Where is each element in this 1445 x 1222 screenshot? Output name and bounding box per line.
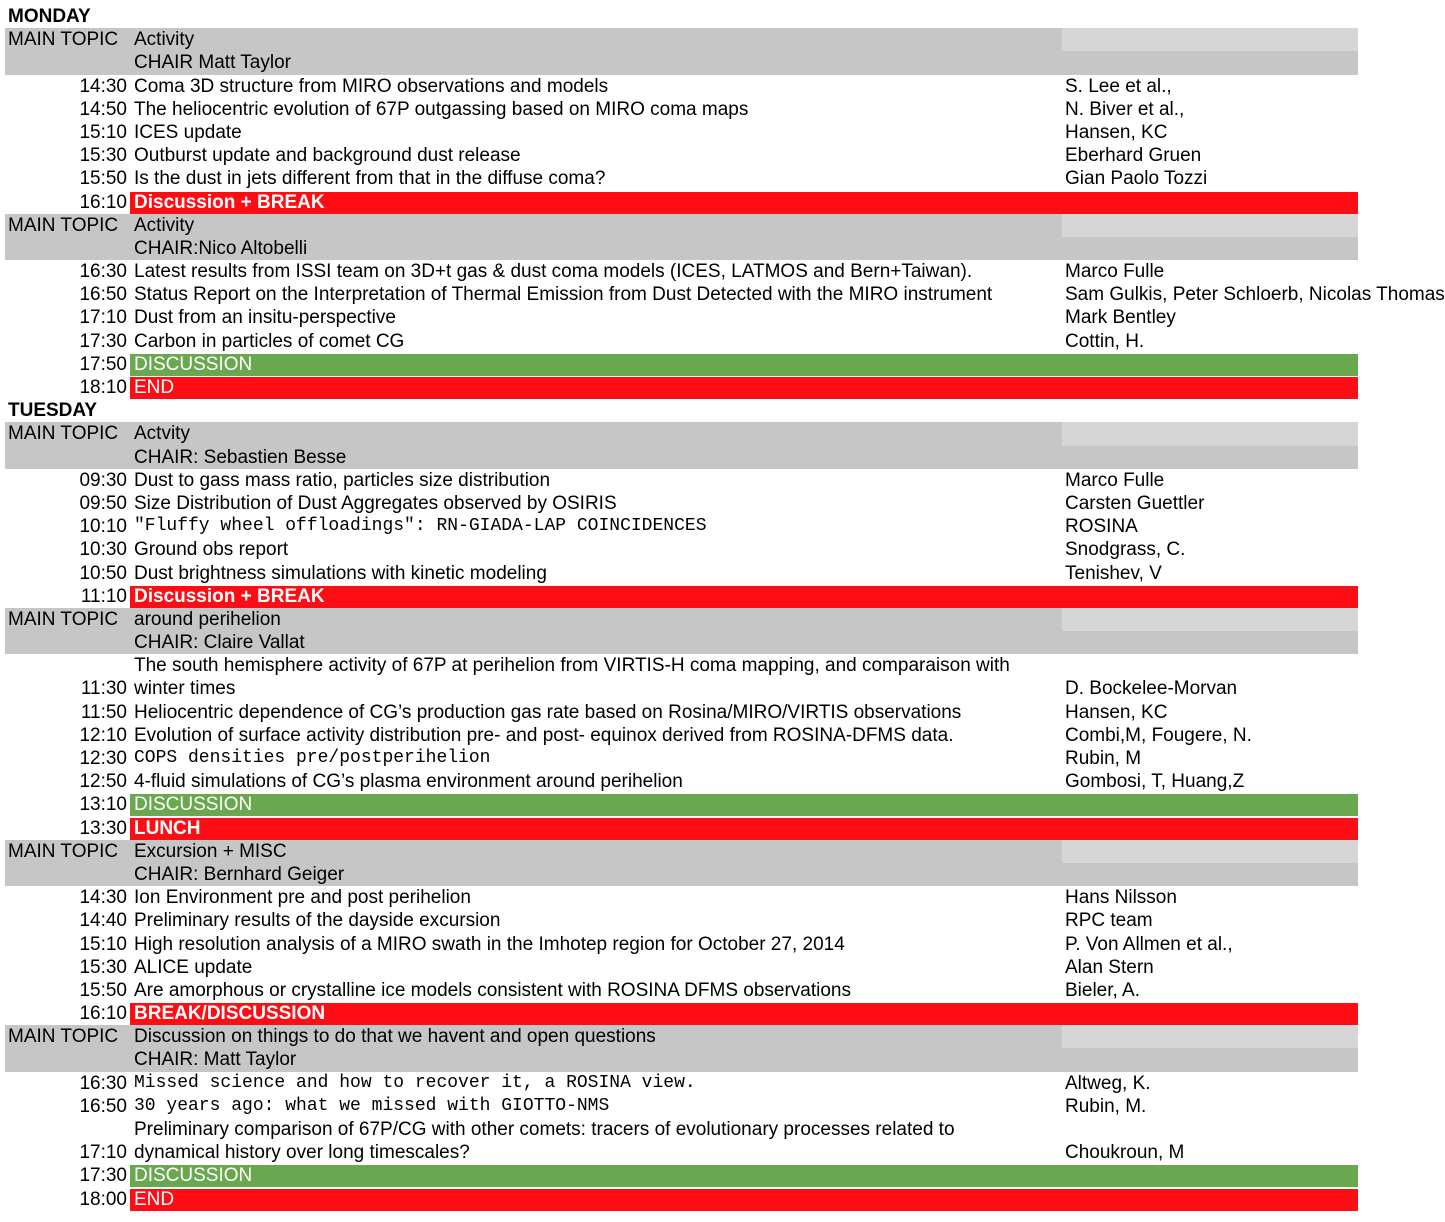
topic-band-right bbox=[1062, 28, 1358, 51]
session-time: 16:10 bbox=[79, 1003, 127, 1025]
talk-row bbox=[0, 144, 1368, 167]
chair-name: CHAIR: Sebastien Besse bbox=[134, 446, 347, 468]
talk-speaker: S. Lee et al., bbox=[1065, 75, 1172, 97]
talk-title: High resolution analysis of a MIRO swath in the Imhotep region for October 27, 2014 bbox=[134, 933, 845, 955]
talk-title: Dust from an insitu-perspective bbox=[134, 307, 396, 329]
session-time: 18:00 bbox=[79, 1188, 127, 1210]
session-label: Discussion + BREAK bbox=[134, 585, 325, 607]
talk-speaker: Hansen, KC bbox=[1065, 701, 1168, 723]
bar-row bbox=[0, 191, 1368, 214]
talk-title: Carbon in particles of comet CG bbox=[134, 330, 405, 352]
talk-time: 12:10 bbox=[79, 724, 127, 746]
talk-speaker: Hansen, KC bbox=[1065, 121, 1168, 143]
talk-time: 12:30 bbox=[79, 748, 127, 769]
main-topic-label: MAIN TOPIC bbox=[8, 423, 119, 445]
talk-speaker: Marco Fulle bbox=[1065, 261, 1165, 283]
talk-title: Status Report on the Interpretation of Thermal Emission from Dust Detected with the MIRO instrument bbox=[134, 284, 993, 306]
talk-title: Outburst update and background dust release bbox=[134, 145, 521, 167]
talk-row bbox=[0, 1141, 1368, 1164]
talk-time: 15:50 bbox=[79, 168, 127, 190]
chair-row bbox=[0, 237, 1368, 260]
topic-row bbox=[0, 1025, 1368, 1048]
talk-time: 16:30 bbox=[79, 1072, 127, 1094]
talk-title: winter times bbox=[134, 678, 236, 700]
session-label: Discussion + BREAK bbox=[134, 191, 325, 213]
main-topic-title: around perihelion bbox=[134, 608, 281, 630]
topic-band-right bbox=[1062, 608, 1358, 631]
day-header-row bbox=[0, 399, 1368, 422]
talk-time: 15:10 bbox=[79, 121, 127, 143]
talk-title: Ground obs report bbox=[134, 539, 289, 561]
main-topic-label: MAIN TOPIC bbox=[8, 1026, 119, 1048]
talk-title: Ion Environment pre and post perihelion bbox=[134, 887, 471, 909]
talk-time: 17:10 bbox=[79, 307, 127, 329]
talk-title: Coma 3D structure from MIRO observations and models bbox=[134, 75, 609, 97]
chair-row bbox=[0, 51, 1368, 74]
talk-speaker: Mark Bentley bbox=[1065, 307, 1176, 329]
talk-speaker: ROSINA bbox=[1065, 516, 1138, 538]
session-time: 11:10 bbox=[80, 585, 127, 607]
talk-row bbox=[0, 1072, 1368, 1095]
talk-time: 14:40 bbox=[79, 910, 127, 932]
chair-row bbox=[0, 446, 1368, 469]
talk-time: 14:30 bbox=[79, 75, 127, 97]
main-topic-label: MAIN TOPIC bbox=[8, 840, 119, 862]
wrap-row bbox=[0, 1118, 1368, 1141]
talk-speaker: Rubin, M. bbox=[1065, 1095, 1147, 1117]
bar-row bbox=[0, 353, 1368, 376]
talk-row bbox=[0, 75, 1368, 98]
talk-row bbox=[0, 260, 1368, 283]
talk-title-wrap: Preliminary comparison of 67P/CG with other comets: tracers of evolutionary processes related to bbox=[134, 1119, 955, 1140]
talk-speaker: Tenishev, V bbox=[1065, 562, 1162, 584]
bar-row bbox=[0, 376, 1368, 399]
bar-row bbox=[0, 1164, 1368, 1187]
talk-title: Dust to gass mass ratio, particles size distribution bbox=[134, 469, 551, 491]
main-topic-label: MAIN TOPIC bbox=[8, 29, 119, 51]
chair-name: CHAIR Matt Taylor bbox=[134, 52, 291, 74]
session-label: BREAK/DISCUSSION bbox=[134, 1003, 326, 1025]
session-label: LUNCH bbox=[134, 817, 201, 839]
session-time: 18:10 bbox=[79, 377, 127, 398]
topic-row bbox=[0, 422, 1368, 445]
talk-time: 17:10 bbox=[79, 1142, 127, 1164]
talk-time: 16:30 bbox=[79, 261, 127, 283]
talk-row bbox=[0, 492, 1368, 515]
talk-row bbox=[0, 562, 1368, 585]
main-topic-title: Actvity bbox=[134, 423, 190, 445]
talk-row bbox=[0, 886, 1368, 909]
bar-row bbox=[0, 793, 1368, 816]
talk-row bbox=[0, 283, 1445, 306]
topic-band-right bbox=[1062, 840, 1358, 863]
talk-time: 15:50 bbox=[79, 979, 127, 1001]
talk-title: Dust brightness simulations with kinetic modeling bbox=[134, 562, 547, 584]
session-label: DISCUSSION bbox=[134, 1165, 253, 1187]
talk-row bbox=[0, 933, 1368, 956]
bar-row bbox=[0, 1002, 1368, 1025]
talk-time: 09:50 bbox=[79, 492, 127, 514]
session-label: DISCUSSION bbox=[134, 353, 253, 375]
session-time: 17:30 bbox=[79, 1165, 127, 1187]
bar-row bbox=[0, 817, 1368, 840]
topic-band-right bbox=[1062, 1025, 1358, 1048]
topic-row bbox=[0, 28, 1368, 51]
main-topic-title: Excursion + MISC bbox=[134, 840, 287, 862]
talk-title: Latest results from ISSI team on 3D+t gas & dust coma models (ICES, LATMOS and Bern+Taiwan). bbox=[134, 261, 973, 283]
talk-title: Missed science and how to recover it, a ROSINA view. bbox=[134, 1072, 696, 1093]
bar-row bbox=[0, 1188, 1368, 1211]
session-time: 17:50 bbox=[79, 353, 127, 375]
session-label: DISCUSSION bbox=[134, 794, 253, 816]
day-heading: TUESDAY bbox=[8, 400, 98, 422]
talk-speaker: Carsten Guettler bbox=[1065, 492, 1205, 514]
session-time: 13:30 bbox=[79, 817, 127, 839]
talk-speaker: N. Biver et al., bbox=[1065, 98, 1185, 120]
chair-name: CHAIR:Nico Altobelli bbox=[134, 237, 308, 259]
talk-time: 15:30 bbox=[79, 145, 127, 167]
talk-speaker: Marco Fulle bbox=[1065, 469, 1165, 491]
talk-speaker: RPC team bbox=[1065, 910, 1153, 932]
talk-speaker: Snodgrass, C. bbox=[1065, 539, 1186, 561]
talk-row bbox=[0, 701, 1368, 724]
topic-row bbox=[0, 214, 1368, 237]
talk-time: 14:50 bbox=[79, 98, 127, 120]
talk-row bbox=[0, 306, 1368, 329]
schedule-sheet bbox=[0, 5, 1445, 1211]
talk-speaker: Alan Stern bbox=[1065, 956, 1154, 978]
talk-title: ALICE update bbox=[134, 956, 253, 978]
talk-row bbox=[0, 677, 1368, 700]
talk-title: COPS densities pre/postperihelion bbox=[134, 748, 491, 768]
talk-row bbox=[0, 956, 1368, 979]
talk-speaker: Choukroun, M bbox=[1065, 1142, 1185, 1164]
topic-band-right bbox=[1062, 214, 1358, 237]
wrap-row bbox=[0, 654, 1368, 677]
session-time: 16:10 bbox=[79, 191, 127, 213]
talk-row bbox=[0, 98, 1368, 121]
talk-title: Size Distribution of Dust Aggregates observed by OSIRIS bbox=[134, 492, 617, 514]
talk-time: 16:50 bbox=[79, 1095, 127, 1117]
talk-row bbox=[0, 469, 1368, 492]
talk-row bbox=[0, 167, 1368, 190]
talk-time: 09:30 bbox=[79, 469, 127, 491]
topic-band-right bbox=[1062, 422, 1358, 445]
talk-title: 30 years ago: what we missed with GIOTTO-NMS bbox=[134, 1095, 610, 1116]
chair-name: CHAIR: Bernhard Geiger bbox=[134, 863, 345, 885]
talk-time: 11:50 bbox=[80, 701, 127, 723]
talk-time: 15:30 bbox=[79, 956, 127, 978]
talk-time: 17:30 bbox=[79, 330, 127, 352]
session-label: END bbox=[134, 377, 175, 398]
talk-speaker: Altweg, K. bbox=[1065, 1072, 1151, 1094]
topic-row bbox=[0, 608, 1368, 631]
main-topic-title: Activity bbox=[134, 214, 195, 236]
talk-row bbox=[0, 724, 1368, 747]
talk-title: Heliocentric dependence of CG’s production gas rate based on Rosina/MIRO/VIRTIS observations bbox=[134, 701, 962, 723]
main-topic-title: Discussion on things to do that we havent and open questions bbox=[134, 1026, 656, 1048]
talk-row bbox=[0, 538, 1368, 561]
talk-title: The heliocentric evolution of 67P outgassing based on MIRO coma maps bbox=[134, 98, 749, 120]
talk-time: 14:30 bbox=[79, 887, 127, 909]
talk-title-wrap: The south hemisphere activity of 67P at perihelion from VIRTIS-H coma mapping, and comparaison with bbox=[134, 655, 1010, 677]
chair-name: CHAIR: Claire Vallat bbox=[134, 632, 305, 654]
talk-speaker: P. Von Allmen et al., bbox=[1065, 933, 1233, 955]
talk-time: 11:30 bbox=[80, 678, 127, 700]
talk-time: 10:30 bbox=[79, 539, 127, 561]
talk-title: "Fluffy wheel offloadings": RN-GIADA-LAP COINCIDENCES bbox=[134, 516, 707, 537]
talk-speaker: Gian Paolo Tozzi bbox=[1065, 168, 1208, 190]
talk-speaker: Sam Gulkis, Peter Schloerb, Nicolas Thomas bbox=[1065, 284, 1445, 306]
talk-speaker: Bieler, A. bbox=[1065, 979, 1140, 1001]
talk-speaker: Rubin, M bbox=[1065, 748, 1142, 769]
talk-speaker: Combi,M, Fougere, N. bbox=[1065, 724, 1252, 746]
talk-row bbox=[0, 330, 1368, 353]
chair-row bbox=[0, 631, 1368, 654]
main-topic-label: MAIN TOPIC bbox=[8, 214, 119, 236]
talk-speaker: Gombosi, T, Huang,Z bbox=[1065, 771, 1245, 793]
talk-title: 4-fluid simulations of CG’s plasma environment around perihelion bbox=[134, 771, 683, 793]
talk-speaker: Eberhard Gruen bbox=[1065, 145, 1202, 167]
talk-speaker: Cottin, H. bbox=[1065, 330, 1145, 352]
talk-row bbox=[0, 1095, 1368, 1118]
session-time: 13:10 bbox=[79, 794, 127, 816]
talk-row bbox=[0, 979, 1368, 1002]
talk-title: Are amorphous or crystalline ice models consistent with ROSINA DFMS observations bbox=[134, 979, 851, 1001]
talk-row bbox=[0, 747, 1368, 770]
talk-time: 16:50 bbox=[79, 284, 127, 306]
talk-time: 10:10 bbox=[79, 516, 127, 538]
talk-title: ICES update bbox=[134, 121, 242, 143]
talk-time: 10:50 bbox=[79, 562, 127, 584]
talk-row bbox=[0, 909, 1368, 932]
talk-title: Is the dust in jets different from that in the diffuse coma? bbox=[134, 168, 606, 190]
day-heading: MONDAY bbox=[8, 6, 91, 27]
topic-row bbox=[0, 840, 1368, 863]
bar-row bbox=[0, 585, 1368, 608]
talk-row bbox=[0, 515, 1368, 538]
chair-row bbox=[0, 1048, 1368, 1071]
talk-time: 15:10 bbox=[79, 933, 127, 955]
talk-speaker: D. Bockelee-Morvan bbox=[1065, 678, 1238, 700]
talk-title: Preliminary results of the dayside excursion bbox=[134, 910, 501, 932]
main-topic-title: Activity bbox=[134, 29, 195, 51]
talk-speaker: Hans Nilsson bbox=[1065, 887, 1177, 909]
main-topic-label: MAIN TOPIC bbox=[8, 608, 119, 630]
talk-row bbox=[0, 121, 1368, 144]
session-label: END bbox=[134, 1188, 175, 1210]
talk-title: dynamical history over long timescales? bbox=[134, 1142, 470, 1164]
talk-title: Evolution of surface activity distribution pre- and post- equinox derived from ROSINA-DFMS data. bbox=[134, 724, 954, 746]
talk-row bbox=[0, 770, 1368, 793]
chair-row bbox=[0, 863, 1368, 886]
chair-name: CHAIR: Matt Taylor bbox=[134, 1049, 297, 1071]
day-header-row bbox=[0, 5, 1368, 28]
talk-time: 12:50 bbox=[79, 771, 127, 793]
